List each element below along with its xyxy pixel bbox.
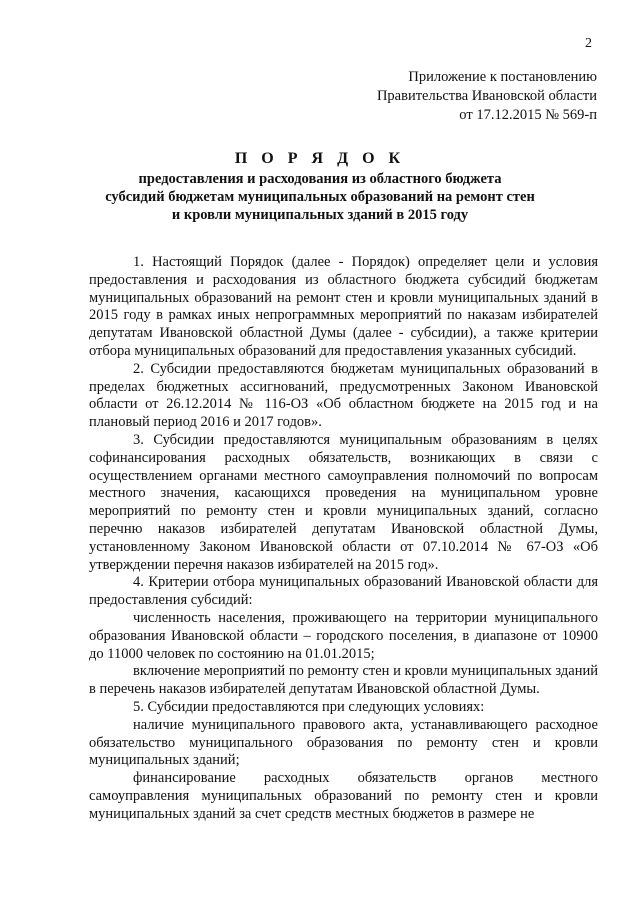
paragraph: наличие муниципального правового акта, устанавливающего расходное обязательство муниципального образования по ремонту стен и кровли муниципальных зданий; <box>89 716 598 769</box>
appendix-line: Правительства Ивановской области <box>376 88 597 104</box>
paragraph: 5. Субсидии предоставляются при следующих условиях: <box>133 698 485 715</box>
paragraph: 1. Настоящий Порядок (далее - Порядок) определяет цели и условия предоставления и расходования из областного бюджета субсидий бюджетам муниципальных образований на ремонт стен и кровли муниципальных зданий в 2015 году в рамках иных непрограммных мероприятий по наказам избирателей депутатам Ивановской областной Думы (далее - субсидии), а также критерии отбора муниципальных образований для предоставления указанных субсидий. <box>89 254 598 359</box>
title-line: предоставления и расходования из областного бюджета <box>138 171 502 187</box>
title-line: и кровли муниципальных зданий в 2015 году <box>171 207 469 223</box>
page-number: 2 <box>585 36 592 51</box>
appendix-line: Приложение к постановлению <box>408 69 597 85</box>
document-body <box>89 254 598 824</box>
document-title <box>0 148 640 224</box>
paragraph: включение мероприятий по ремонту стен и кровли муниципальных зданий в перечень наказов избирателей депутатам Ивановской областной Думы. <box>89 663 598 698</box>
appendix-reference <box>377 68 597 125</box>
paragraph: финансирование расходных обязательств органов местного самоуправления муниципальных образований по ремонту стен и кровли муниципальных зданий за счет средств местных бюджетов в размере не <box>89 770 598 822</box>
title-line: субсидий бюджетам муниципальных образований на ремонт стен <box>105 189 535 205</box>
paragraph: численность населения, проживающего на территории муниципального образования Ивановской области – городского поселения, в диапазоне от 10900 до 11000 человек по состоянию на 01.01.2015; <box>89 609 598 662</box>
appendix-line: от 17.12.2015 № 569-п <box>459 107 597 123</box>
paragraph: 2. Субсидии предоставляются бюджетам муниципальных образований в пределах бюджетных ассигнований, предусмотренных Законом Ивановской области от 26.12.2014 № 116-ОЗ «Об областном бюджете на 2015 год и на плановый период 2016 и 2017 годов». <box>89 360 598 431</box>
title-heading: П О Р Я Д О К <box>234 150 406 167</box>
paragraph: 3. Субсидии предоставляются муниципальным образованиям в целях софинансирования расходных обязательств, возникающих в связи с осуществлением органами местного самоуправления полномочий по вопросам местного значения, касающихся проведения на муниципальном уровне мероприятий по ремонту стен и кровли муниципальных зданий, согласно перечню наказов избирателей депутатам Ивановской областной Думы, установленному Законом Ивановской области от 07.10.2014 № 67-ОЗ «Об утверждении перечня наказов избирателей на 2015 год». <box>89 431 598 573</box>
paragraph: 4. Критерии отбора муниципальных образований Ивановской области для предоставления субсидий: <box>89 574 598 609</box>
